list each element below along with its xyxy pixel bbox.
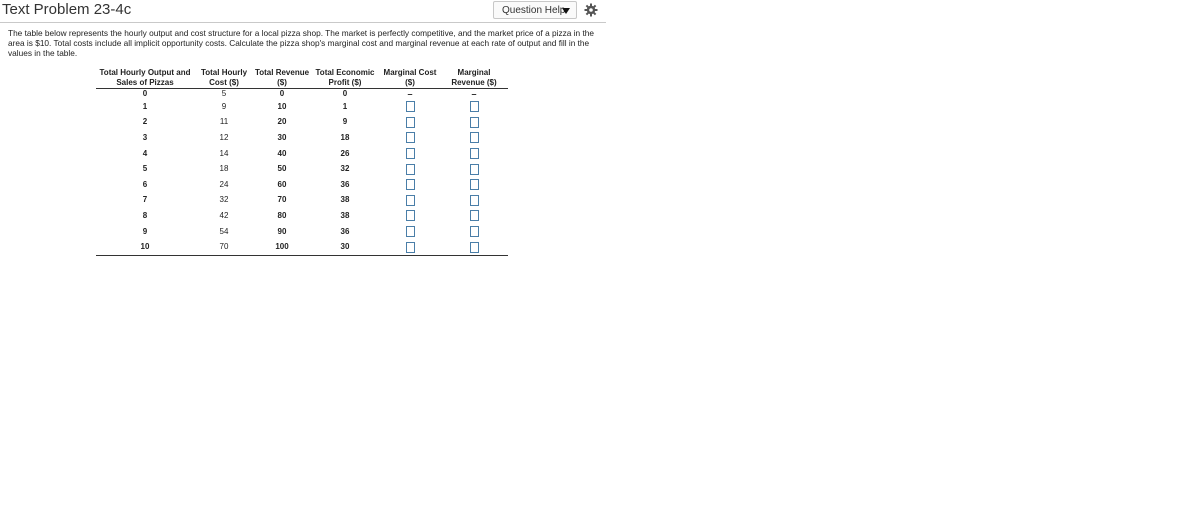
header-marginal-revenue: Marginal Revenue ($) [440,66,508,89]
header-marginal-cost: Marginal Cost ($) [380,66,440,89]
output-cell: 5 [142,164,148,174]
instructions-text: The table below represents the hourly output and cost structure for a local pizza shop. The market is perfectly competitive, and the market price of a pizza in the area is $10. Total costs include all implicit opportunity costs. Calculate the pizza shop's marginal cost and marginal revenue at each rate of output and fill in the values in the table. [8,28,595,58]
cost-cell: 11 [219,117,229,127]
revenue-cell: 60 [277,179,287,189]
marginal-revenue-cell [440,224,508,240]
marginal-cost-input[interactable] [406,164,415,175]
marginal-cost-input[interactable] [406,195,415,206]
marginal-revenue-input[interactable] [470,242,479,253]
revenue-cell: 80 [277,210,287,220]
table-row [96,130,508,146]
marginal-revenue-input[interactable] [470,164,479,175]
cost-cell: 14 [219,148,229,158]
header-total-revenue: Total Revenue ($) [254,68,310,87]
marginal-revenue-cell [440,239,508,255]
table-row [96,193,508,209]
marginal-cost-input[interactable] [406,210,415,221]
header-total-cost: Total Hourly Cost ($) [194,66,254,89]
marginal-revenue-input[interactable] [470,132,479,143]
page-title: Text Problem 23-4c [2,1,132,18]
table-row [96,146,508,162]
marginal-cost-input[interactable] [406,226,415,237]
marginal-cost-cell [380,161,440,177]
profit-cell: 0 [342,89,348,98]
mc-dash: – [407,89,413,99]
marginal-revenue-input[interactable] [470,195,479,206]
output-cell: 4 [142,148,148,158]
profit-cell: 36 [340,226,350,236]
revenue-cell: 10 [277,101,287,111]
marginal-revenue-input[interactable] [470,148,479,159]
marginal-cost-cell [380,177,440,193]
marginal-cost-input[interactable] [406,179,415,190]
cost-cell: 70 [194,239,254,255]
page-header [0,0,606,23]
cost-cell: 12 [219,132,229,142]
question-help-button[interactable] [493,1,577,19]
revenue-cell: 100 [254,239,310,255]
marginal-cost-cell [380,193,440,209]
marginal-revenue-cell [440,193,508,209]
output-cell: 10 [96,239,194,255]
header-profit: Total Economic Profit ($) [310,66,380,89]
profit-cell: 9 [342,117,348,127]
marginal-cost-cell [380,130,440,146]
cost-cell: 32 [219,195,229,205]
output-cell: 3 [142,132,148,142]
profit-cell: 32 [340,164,350,174]
revenue-cell: 70 [277,195,287,205]
revenue-cell: 0 [279,89,285,98]
marginal-revenue-cell [440,208,508,224]
output-cell: 7 [142,195,148,205]
profit-cell: 38 [340,195,350,205]
marginal-cost-cell [380,115,440,131]
marginal-cost-cell [380,99,440,115]
cost-cell: 24 [219,179,229,189]
gear-icon[interactable] [584,3,598,17]
marginal-revenue-input[interactable] [470,226,479,237]
marginal-cost-input[interactable] [406,101,415,112]
marginal-cost-input[interactable] [406,117,415,128]
output-cell: 0 [142,89,148,98]
cost-table [96,66,508,256]
output-cell: 9 [142,226,148,236]
table-header-row [96,66,508,89]
profit-cell: 30 [310,239,380,255]
marginal-revenue-cell [440,161,508,177]
table-row [96,177,508,193]
output-cell: 6 [142,179,148,189]
profit-cell: 36 [340,179,350,189]
marginal-cost-cell [380,224,440,240]
question-help-label: Question Help [502,5,566,16]
marginal-cost-cell [380,208,440,224]
marginal-revenue-input[interactable] [470,179,479,190]
mr-dash: – [471,89,477,99]
cost-cell: 42 [219,210,229,220]
marginal-revenue-input[interactable] [470,117,479,128]
output-cell: 2 [142,117,148,127]
marginal-cost-input[interactable] [406,132,415,143]
header-output: Total Hourly Output and Sales of Pizzas [96,66,194,89]
table-row [96,208,508,224]
output-cell: 1 [142,101,148,111]
marginal-revenue-cell [440,99,508,115]
marginal-revenue-cell [440,130,508,146]
marginal-cost-input[interactable] [406,148,415,159]
table-row [96,115,508,131]
marginal-revenue-cell [440,115,508,131]
caret-down-icon [562,8,570,14]
marginal-cost-input[interactable] [406,242,415,253]
output-cell: 8 [142,210,148,220]
table-row [96,99,508,115]
marginal-revenue-input[interactable] [470,101,479,112]
profit-cell: 18 [340,132,350,142]
revenue-cell: 90 [277,226,287,236]
revenue-cell: 20 [277,117,287,127]
table-row [96,239,508,255]
revenue-cell: 30 [277,132,287,142]
cost-cell: 18 [219,164,229,174]
profit-cell: 1 [342,101,348,111]
marginal-cost-cell [380,146,440,162]
cost-cell: 5 [221,89,227,98]
revenue-cell: 40 [277,148,287,158]
cost-cell: 9 [221,101,227,111]
table-row [96,161,508,177]
table-row [96,89,508,100]
revenue-cell: 50 [277,164,287,174]
table-row [96,224,508,240]
marginal-revenue-input[interactable] [470,210,479,221]
marginal-cost-cell [380,239,440,255]
cost-cell: 54 [219,226,229,236]
marginal-revenue-cell [440,177,508,193]
profit-cell: 26 [340,148,350,158]
profit-cell: 38 [340,210,350,220]
marginal-revenue-cell [440,146,508,162]
